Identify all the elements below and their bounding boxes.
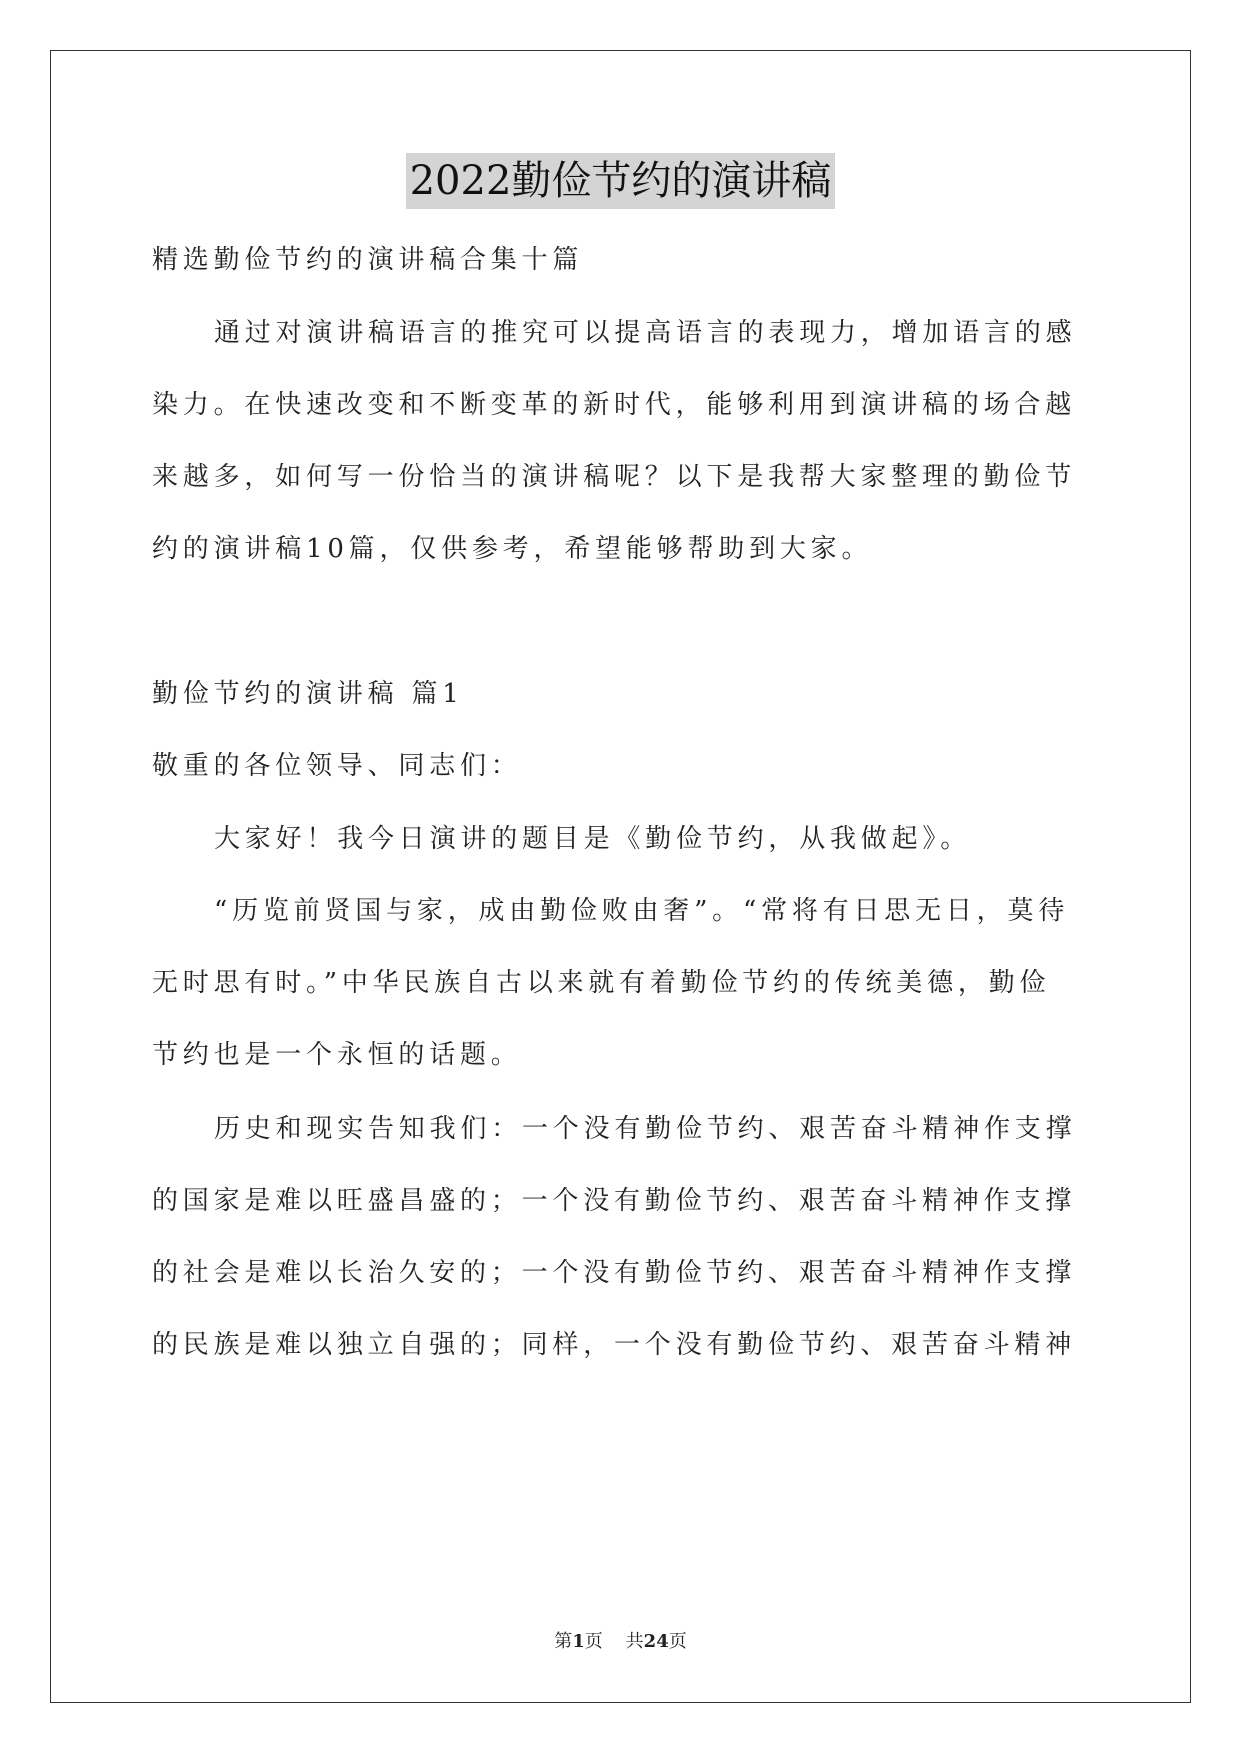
section-heading: 勤俭节约的演讲稿 篇1 (152, 679, 464, 709)
body-line-7: 的社会是难以长治久安的；一个没有勤俭节约、艰苦奋斗精神作支撑 (152, 1258, 1077, 1288)
body-line-1: 大家好！我今日演讲的题目是《勤俭节约，从我做起》。 (214, 824, 972, 854)
footer-page-number: 1 (572, 1631, 585, 1652)
footer-total-pages: 24 (643, 1631, 669, 1652)
document-title: 2022勤俭节约的演讲稿 (406, 153, 836, 209)
footer-page-suffix: 页 (584, 1631, 603, 1652)
page-border (50, 50, 1191, 1703)
body-line-8: 的民族是难以独立自强的；同样，一个没有勤俭节约、艰苦奋斗精神 (152, 1330, 1077, 1360)
body-line-4: 节约也是一个永恒的话题。 (152, 1040, 522, 1070)
body-line-2: “历览前贤国与家，成由勤俭败由奢”。“常将有日思无日，莫待 (214, 896, 1070, 926)
footer-total-prefix: 共 (625, 1631, 644, 1652)
intro-line-3: 来越多，如何写一份恰当的演讲稿呢？以下是我帮大家整理的勤俭节 (152, 462, 1077, 492)
body-line-6: 的国家是难以旺盛昌盛的；一个没有勤俭节约、艰苦奋斗精神作支撑 (152, 1186, 1077, 1216)
salutation: 敬重的各位领导、同志们： (152, 751, 522, 781)
page-footer (0, 1630, 1241, 1654)
body-line-5: 历史和现实告知我们：一个没有勤俭节约、艰苦奋斗精神作支撑 (214, 1114, 1077, 1144)
intro-line-2: 染力。在快速改变和不断变革的新时代，能够利用到演讲稿的场合越 (152, 390, 1077, 420)
body-line-3: 无时思有时。”中华民族自古以来就有着勤俭节约的传统美德，勤俭 (152, 968, 1051, 998)
intro-line-4: 约的演讲稿10篇，仅供参考，希望能够帮助到大家。 (152, 534, 873, 564)
footer-total-suffix: 页 (668, 1631, 687, 1652)
footer-page-prefix: 第 (554, 1631, 573, 1652)
title-container (0, 153, 1241, 209)
document-subtitle: 精选勤俭节约的演讲稿合集十篇 (152, 245, 584, 275)
intro-line-1: 通过对演讲稿语言的推究可以提高语言的表现力，增加语言的感 (214, 318, 1077, 348)
